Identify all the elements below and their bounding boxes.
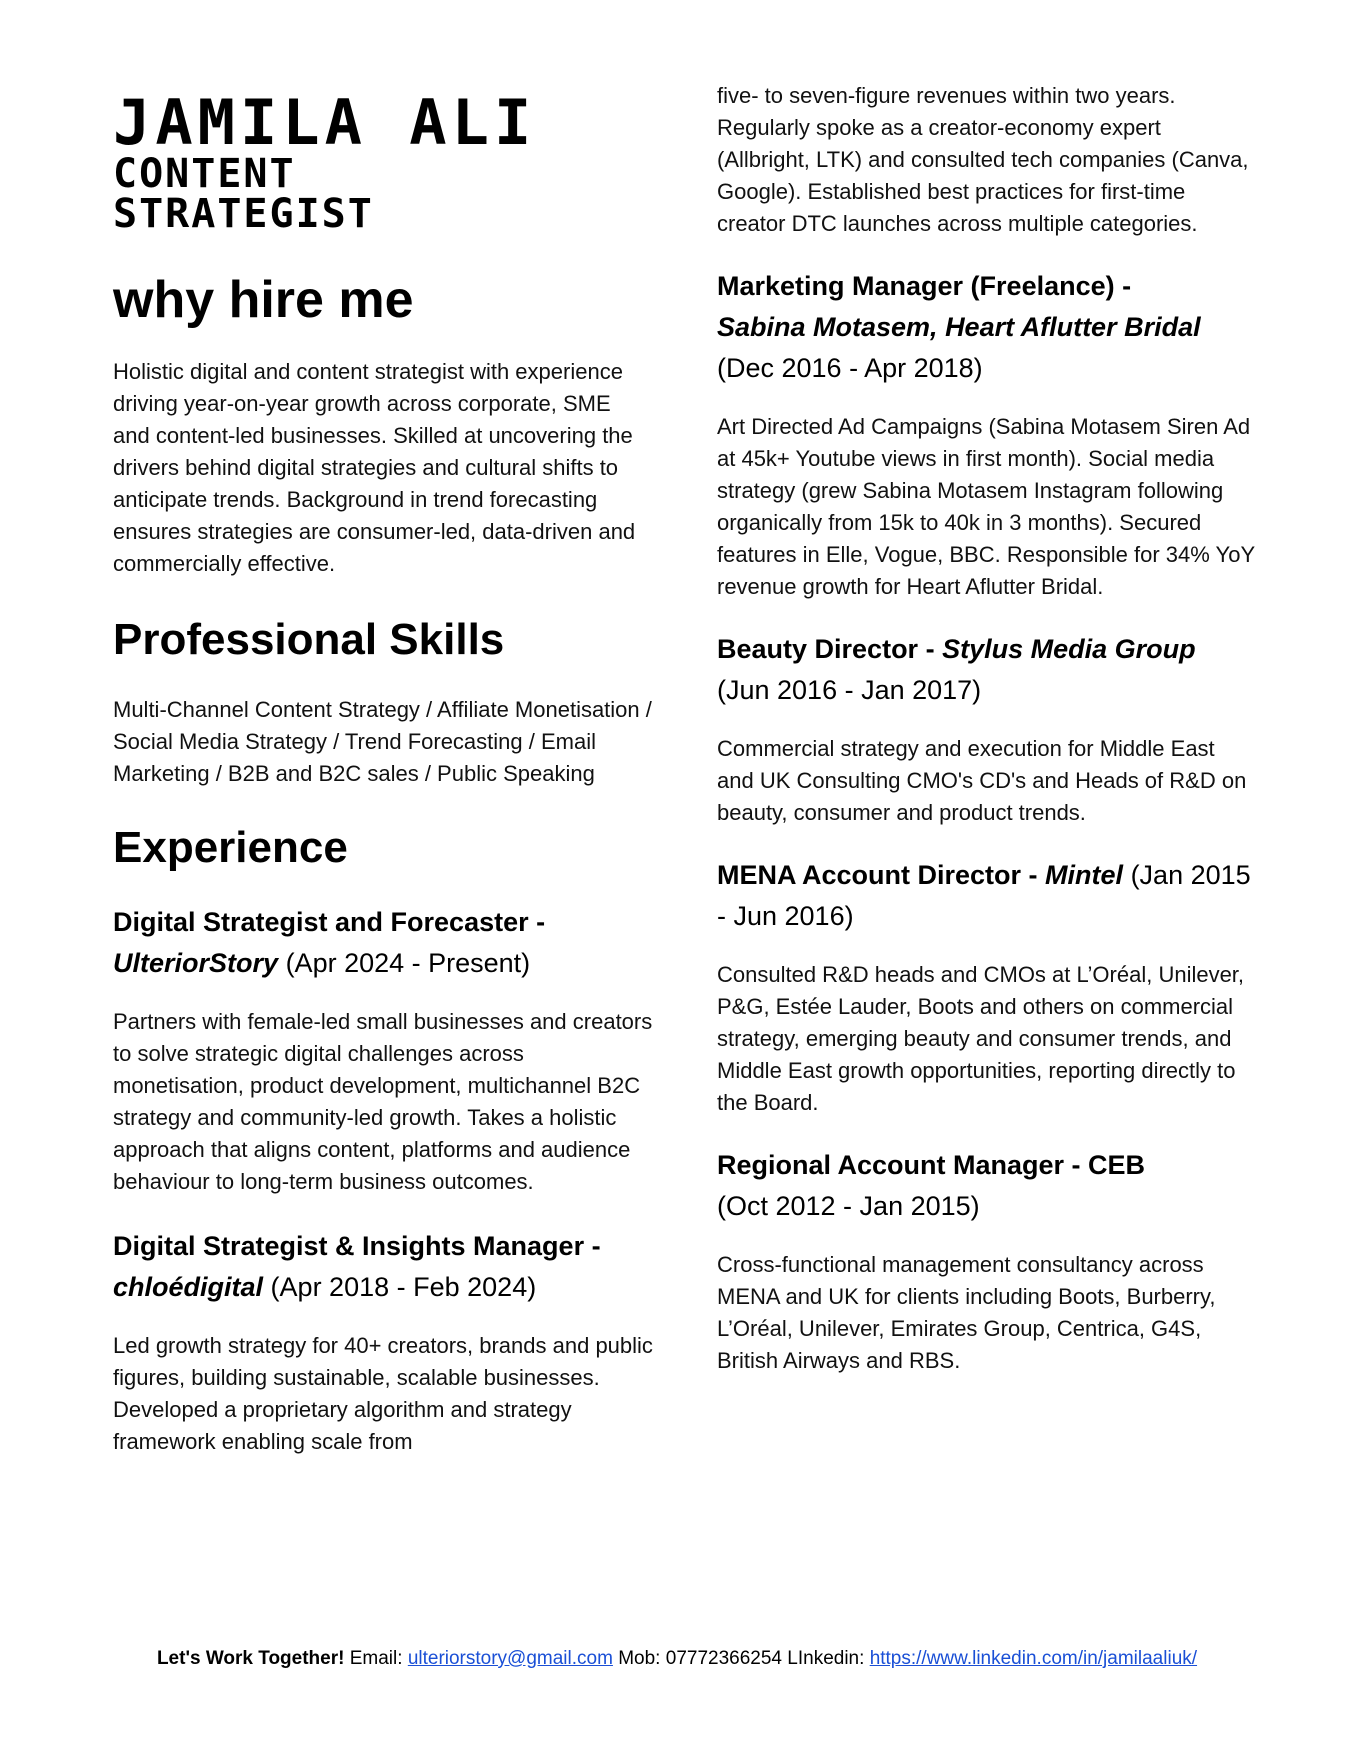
email-label: Email: [349, 1648, 403, 1669]
contact-footer [0, 1648, 1354, 1670]
job-description: Art Directed Ad Campaigns (Sabina Motasem Siren Ad at 45k+ Youtube views in first month). Social media strategy (grew Sabina Motasem Instagram following organically from 15k to 40k in 3 months). Secured features in Elle, Vogue, BBC. Responsible for 34% YoY revenue growth for Heart Aflutter Bridal. [717, 414, 1255, 599]
job-role: Beauty Director - [717, 634, 935, 664]
job-company: Mintel [1045, 860, 1124, 890]
job-dates: (Apr 2018 - Feb 2024) [270, 1272, 537, 1302]
skills-body: Multi-Channel Content Strategy / Affiliate Monetisation / Social Media Strategy / Trend Forecasting / Email Marketing / B2B and B2C sales / Public Speaking [113, 697, 652, 786]
job-title-line-1: CONTENT [113, 151, 296, 197]
left-column [113, 86, 653, 1458]
job-description: Cross-functional management consultancy across MENA and UK for clients including Boots, Burberry, L’Oréal, Unilever, Emirates Group, Centrica, G4S, British Airways and RBS. [717, 1252, 1216, 1373]
job-heading [113, 902, 653, 984]
job-company: Sabina Motasem, Heart Aflutter Bridal [717, 312, 1201, 342]
linkedin-link[interactable]: https://www.linkedin.com/in/jamilaaliuk/ [869, 1648, 1198, 1669]
job-role: Marketing Manager (Freelance) - [717, 271, 1132, 301]
job-dates: (Jun 2016 - Jan 2017) [717, 675, 982, 705]
job-dates: (Dec 2016 - Apr 2018) [717, 353, 983, 383]
job-description-continued: five- to seven-figure revenues within two years. Regularly spoke as a creator-economy expert (Allbright, LTK) and consulted tech companies (Canva, Google). Established best practices for first-time creator DTC launches across multiple categories. [717, 83, 1249, 236]
job-entry [717, 266, 1257, 603]
job-dates: (Oct 2012 - Jan 2015) [717, 1191, 980, 1221]
linkedin-label: LInkedin: [787, 1648, 865, 1669]
job-heading [717, 266, 1257, 389]
job-role: Regional Account Manager - CEB [717, 1150, 1146, 1180]
mob-label: Mob: [618, 1648, 661, 1669]
job-heading [717, 629, 1257, 711]
job-company: Stylus Media Group [942, 634, 1196, 664]
right-column [717, 80, 1257, 1377]
skills-heading: Professional Skills [113, 615, 505, 664]
job-entry [113, 1226, 653, 1458]
job-entry [717, 629, 1257, 829]
footer-cta: Let's Work Together! [156, 1648, 345, 1669]
job-entry [113, 902, 653, 1198]
job-description: Consulted R&D heads and CMOs at L’Oréal, Unilever, P&G, Estée Lauder, Boots and others on commercial strategy, emerging beauty and consumer trends, and Middle East growth opportunities, reporting directly to the Board. [717, 962, 1245, 1115]
job-role: MENA Account Director - [717, 860, 1038, 890]
job-company: UlteriorStory [113, 948, 279, 978]
job-entry [717, 1145, 1257, 1377]
job-company: chloédigital [113, 1272, 264, 1302]
name-heading: JAMILA ALI [113, 86, 537, 159]
email-link[interactable]: ulteriorstory@gmail.com [407, 1648, 613, 1669]
job-role: Digital Strategist and Forecaster - [113, 907, 546, 937]
job-role: Digital Strategist & Insights Manager - [113, 1231, 601, 1261]
mob-number: 07772366254 [665, 1648, 782, 1669]
job-description: Led growth strategy for 40+ creators, brands and public figures, building sustainable, scalable businesses. Developed a proprietary algorithm and strategy framework enabling scale from [113, 1333, 653, 1454]
job-heading [717, 855, 1257, 937]
job-dates: (Apr 2024 - Present) [285, 948, 531, 978]
job-heading [717, 1145, 1257, 1227]
why-hire-me-body: Holistic digital and content strategist with experience driving year-on-year growth across corporate, SME and content-led businesses. Skilled at uncovering the drivers behind digital strategies and cultural shifts to anticipate trends. Background in trend forecasting ensures strategies are consumer-led, data-driven and commercially effective. [113, 359, 636, 576]
job-description: Commercial strategy and execution for Middle East and UK Consulting CMO's CD's and Heads of R&D on beauty, consumer and product trends. [717, 736, 1247, 825]
job-entry [717, 855, 1257, 1119]
why-hire-me-heading: why hire me [113, 271, 414, 329]
job-title-line-2: STRATEGIST [113, 191, 374, 237]
job-description: Partners with female-led small businesses and creators to solve strategic digital challenges across monetisation, product development, multichannel B2C strategy and community-led growth. Takes a holistic approach that aligns content, platforms and audience behaviour to long-term business outcomes. [113, 1009, 653, 1194]
job-heading [113, 1226, 653, 1308]
job-dates: (Jan 2015 - Jun 2016) [717, 860, 1251, 931]
experience-heading: Experience [113, 823, 348, 872]
